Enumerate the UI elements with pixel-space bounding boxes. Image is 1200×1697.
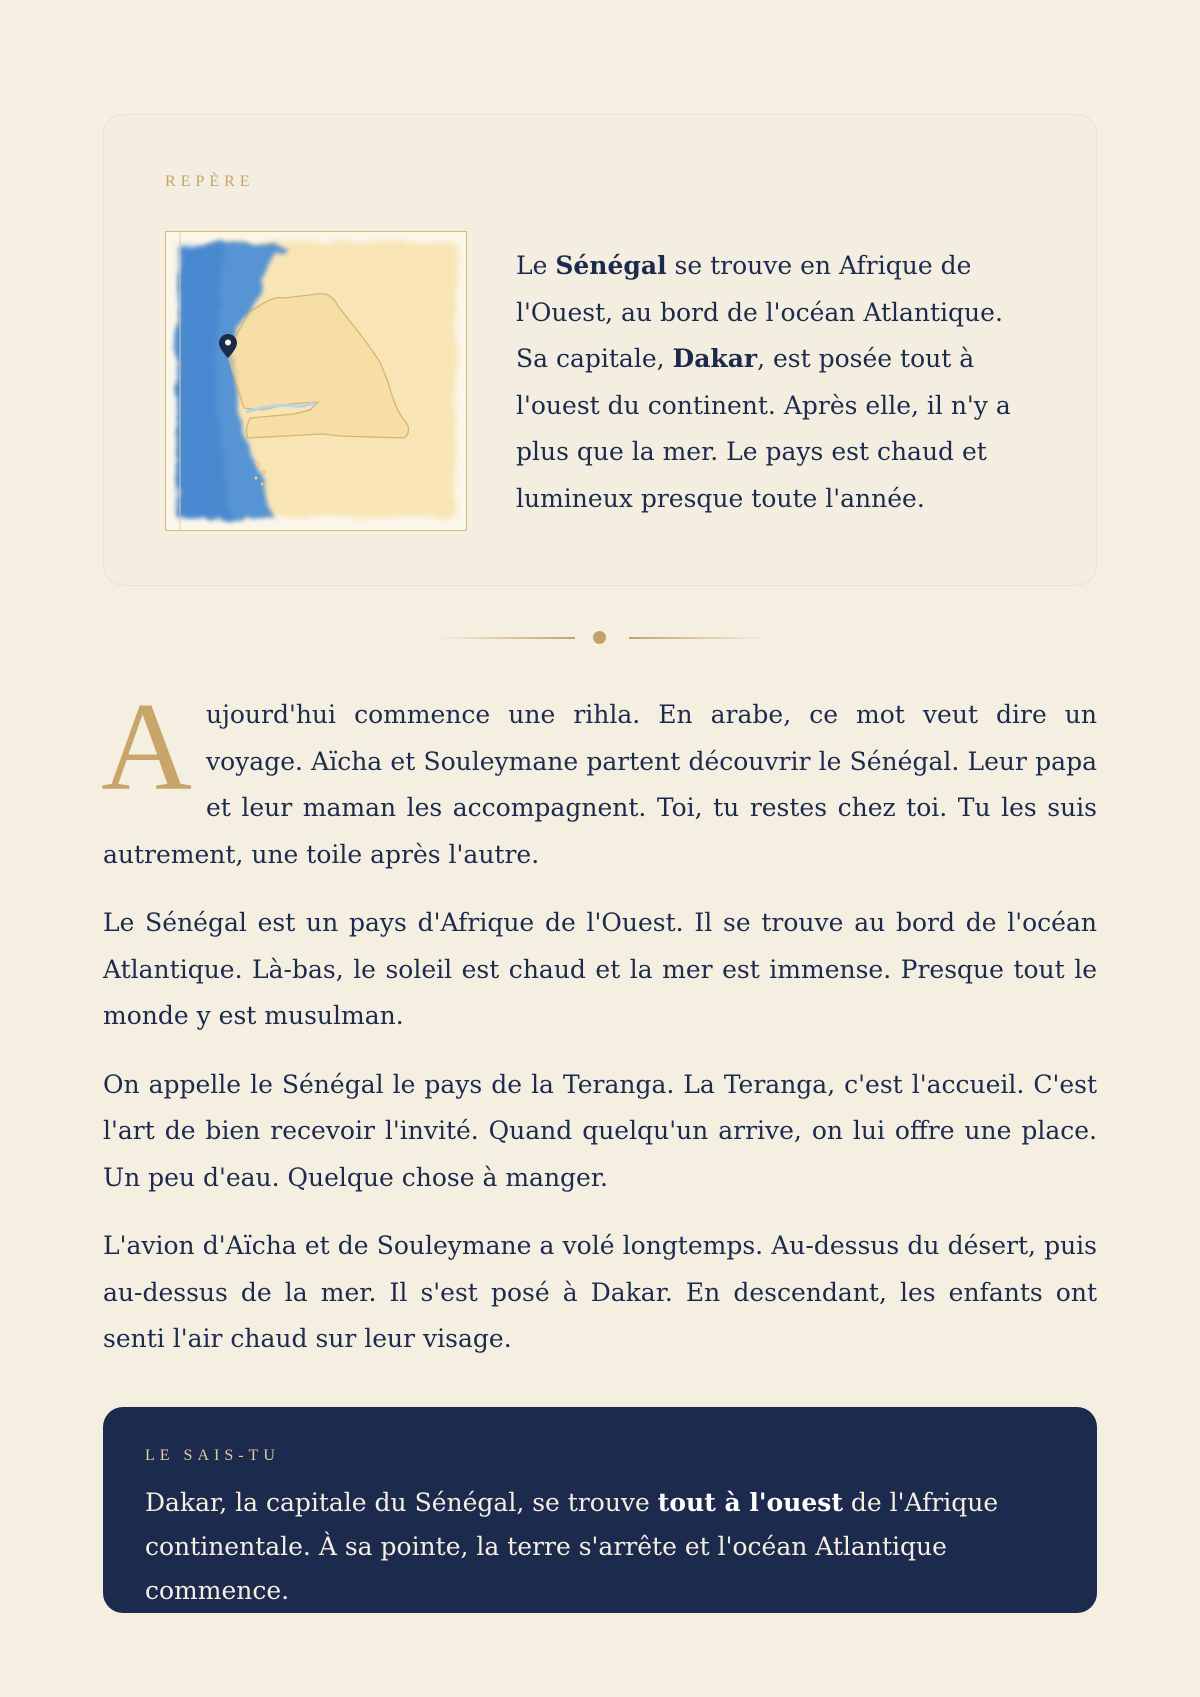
divider-line-left: [435, 637, 575, 639]
map-illustration: [166, 232, 466, 530]
divider-dot: [593, 631, 606, 644]
repere-text-middle: se trouve en Afrique de l'Ouest, au bord de l'océan Atlantique. Sa capitale,: [516, 251, 1003, 373]
repere-country: Sénégal: [555, 251, 667, 280]
sais-tu-text-end: de l'Afrique continentale. À sa pointe, la terre s'arrête et l'océan Atlantique commence.: [145, 1487, 999, 1605]
senegal-map: [165, 231, 467, 531]
story-paragraph-3: On appelle le Sénégal le pays de la Teranga. La Teranga, c'est l'accueil. C'est l'art de bien recevoir l'invité. Quand quelqu'un arrive, on lui offre une place. Un peu d'eau. Quelque chose à manger.: [103, 1069, 1097, 1192]
repere-card: [103, 114, 1097, 586]
repere-description: [516, 243, 1036, 522]
divider-line-right: [629, 637, 769, 639]
le-sais-tu-box: [103, 1407, 1097, 1613]
sais-tu-emphasis: tout à l'ouest: [657, 1487, 843, 1517]
story-paragraph-2: Le Sénégal est un pays d'Afrique de l'Ouest. Il se trouve au bord de l'océan Atlantique. Là-bas, le soleil est chaud et la mer est immense. Presque tout le monde y est musulman.: [103, 908, 1097, 1030]
sais-tu-text-start: Dakar, la capitale du Sénégal, se trouve: [145, 1487, 658, 1517]
sais-tu-text: [145, 1481, 1055, 1613]
story-paragraph-4: L'avion d'Aïcha et de Souleymane a volé longtemps. Au-dessus du désert, puis au-dessus de la mer. Il s'est posé à Dakar. En descendant, les enfants ont senti l'air chaud sur leur visage.: [103, 1231, 1097, 1353]
page: [103, 114, 1097, 1613]
story-text: [101, 678, 1097, 1363]
repere-text-start: Le: [516, 251, 556, 280]
ornament-divider: [103, 626, 1097, 650]
drop-cap: A: [101, 678, 192, 817]
repere-label: REPÈRE: [165, 173, 255, 190]
repere-text-end: , est posée tout à l'ouest du continent. Après elle, il n'y a plus que la mer. Le pays est chaud et lumineux presque toute l'année.: [516, 344, 1011, 513]
story-paragraph-1: [101, 678, 1097, 878]
sais-tu-label: LE SAIS-TU: [145, 1446, 280, 1464]
repere-capital: Dakar: [672, 344, 758, 373]
story-paragraph-1-text: ujourd'hui commence une rihla. En arabe, ce mot veut dire un voyage. Aïcha et Souleymane partent découvrir le Sénégal. Leur papa et leur maman les accompagnent. Toi, tu restes chez toi. Tu les suis autrement, une toile après l'autre.: [103, 700, 1097, 869]
